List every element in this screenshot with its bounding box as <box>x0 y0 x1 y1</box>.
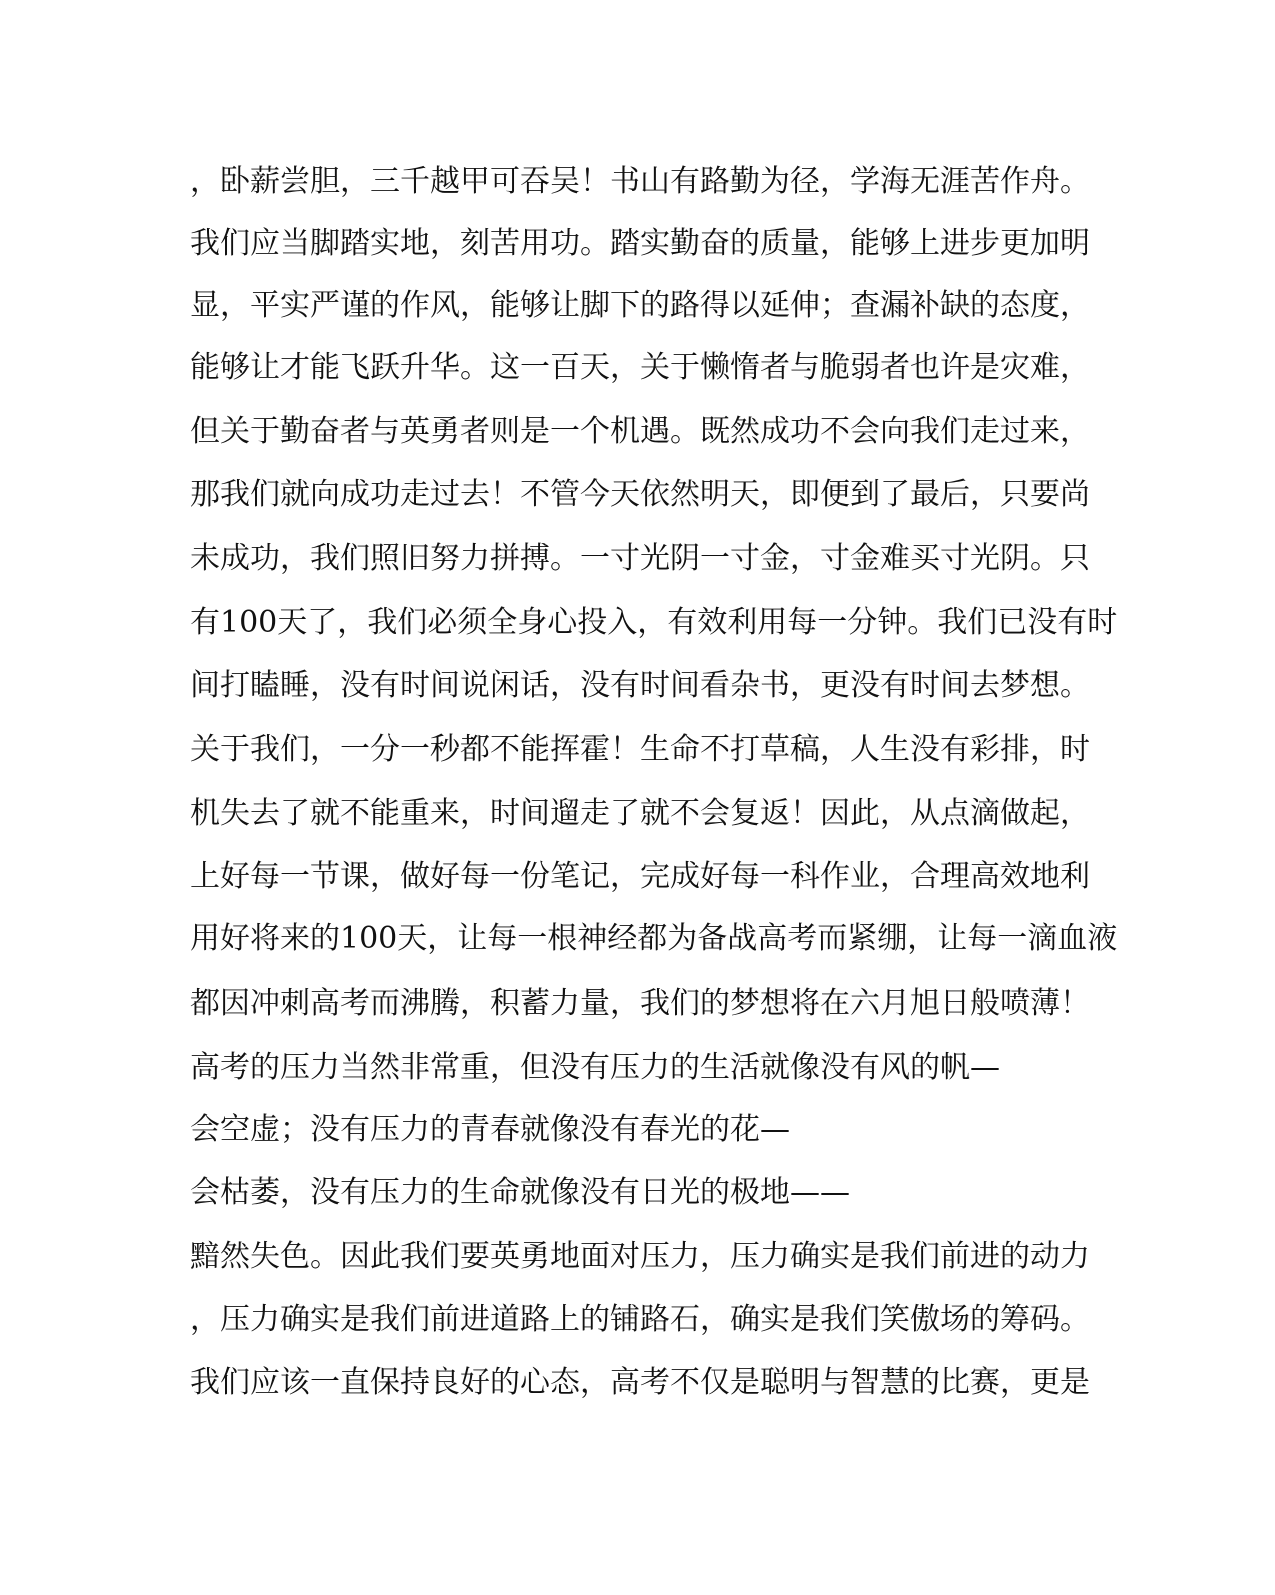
text-line: 机失去了就不能重来，时间遛走了就不会复返！因此，从点滴做起， <box>190 796 1090 831</box>
text-line: ，卧薪尝胆，三千越甲可吞吴！书山有路勤为径，学海无涯苦作舟。 <box>190 164 1090 199</box>
text-line: 会枯萎，没有压力的生命就像没有日光的极地—— <box>190 1175 850 1210</box>
text-line: 我们应当脚踏实地，刻苦用功。踏实勤奋的质量，能够上进步更加明 <box>190 226 1090 261</box>
text-line: 那我们就向成功走过去！不管今天依然明天，即便到了最后，只要尚 <box>190 477 1090 512</box>
text-line: 黯然失色。因此我们要英勇地面对压力，压力确实是我们前进的动力 <box>190 1239 1090 1274</box>
text-line: 我们应该一直保持良好的心态，高考不仅是聪明与智慧的比赛，更是 <box>190 1365 1090 1400</box>
text-line: 高考的压力当然非常重，但没有压力的生活就像没有风的帆— <box>190 1050 1000 1085</box>
text-line: 但关于勤奋者与英勇者则是一个机遇。既然成功不会向我们走过来， <box>190 414 1090 449</box>
text-line: ，压力确实是我们前进道路上的铺路石，确实是我们笑傲场的筹码。 <box>190 1302 1090 1337</box>
text-line: 间打瞌睡，没有时间说闲话，没有时间看杂书，更没有时间去梦想。 <box>190 668 1090 703</box>
text-line: 上好每一节课，做好每一份笔记，完成好每一科作业，合理高效地利 <box>190 859 1090 894</box>
text-line: 显，平实严谨的作风，能够让脚下的路得以延伸；查漏补缺的态度， <box>190 288 1090 323</box>
text-line: 有100天了，我们必须全身心投入，有效利用每一分钟。我们已没有时 <box>190 605 1118 640</box>
text-line: 未成功，我们照旧努力拼搏。一寸光阴一寸金，寸金难买寸光阴。只 <box>190 541 1090 576</box>
text-line: 关于我们，一分一秒都不能挥霍！生命不打草稿，人生没有彩排，时 <box>190 732 1090 767</box>
text-line: 会空虚；没有压力的青春就像没有春光的花— <box>190 1112 790 1147</box>
text-line: 用好将来的100天，让每一根神经都为备战高考而紧绷，让每一滴血液 <box>190 921 1118 956</box>
body-text <box>190 164 1118 1400</box>
text-line: 都因冲刺高考而沸腾，积蓄力量，我们的梦想将在六月旭日般喷薄！ <box>190 986 1090 1021</box>
text-line: 能够让才能飞跃升华。这一百天，关于懒惰者与脆弱者也许是灾难， <box>190 350 1090 385</box>
